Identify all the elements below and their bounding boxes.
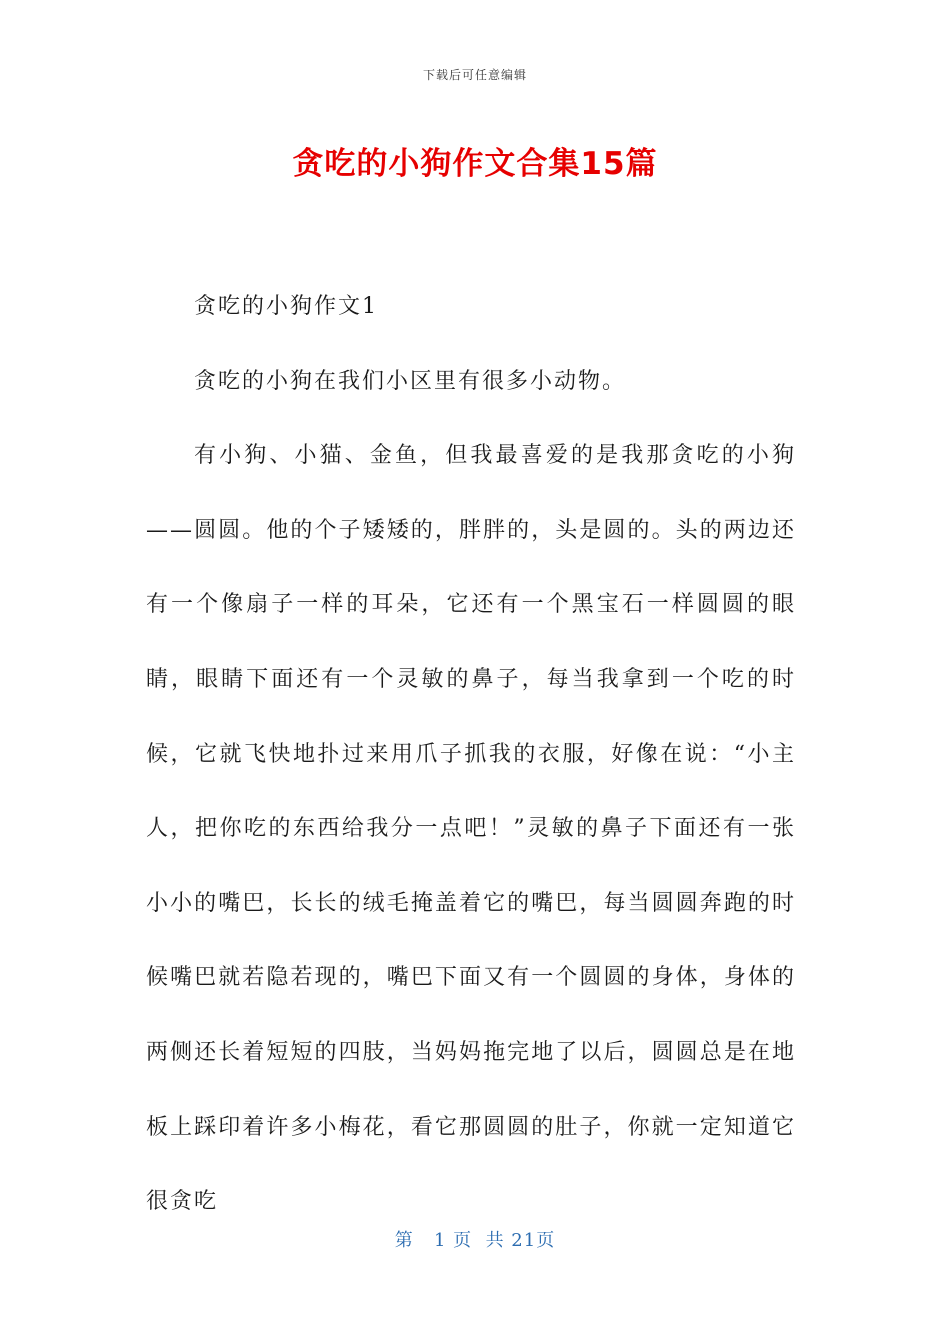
document-title: 贪吃的小狗作文合集15篇 xyxy=(292,146,658,182)
document-body xyxy=(146,270,796,1240)
section-heading: 贪吃的小狗作文1 xyxy=(194,294,378,319)
header-note: 下载后可任意编辑 xyxy=(422,68,527,82)
body-paragraph: 贪吃的小狗在我们小区里有很多小动物。 xyxy=(194,368,627,394)
page-number: 第 1 页 共 21页 xyxy=(394,1230,556,1251)
body-paragraph: 有小狗、小猫、金鱼，但我最喜爱的是我那贪吃的小狗——圆圆。他的个子矮矮的，胖胖的，头是圆的。头的两边还有一个像扇子一样的耳朵，它还有一个黑宝石一样圆圆的眼睛，眼睛下面还有一个灵敏的鼻子，每当我拿到一个吃的时候，它就飞快地扑过来用爪子抓我的衣服，好像在说：“小主人，把你吃的东西给我分一点吧！”灵敏的鼻子下面还有一张小小的嘴巴，长长的绒毛掩盖着它的嘴巴，每当圆圆奔跑的时候嘴巴就若隐若现的，嘴巴下面又有一个圆圆的身体，身体的两侧还长着短短的四肢，当妈妈拖完地了以后，圆圆总是在地板上踩印着许多小梅花，看它那圆圆的肚子，你就一定知道它很贪吃 xyxy=(146,443,796,1215)
